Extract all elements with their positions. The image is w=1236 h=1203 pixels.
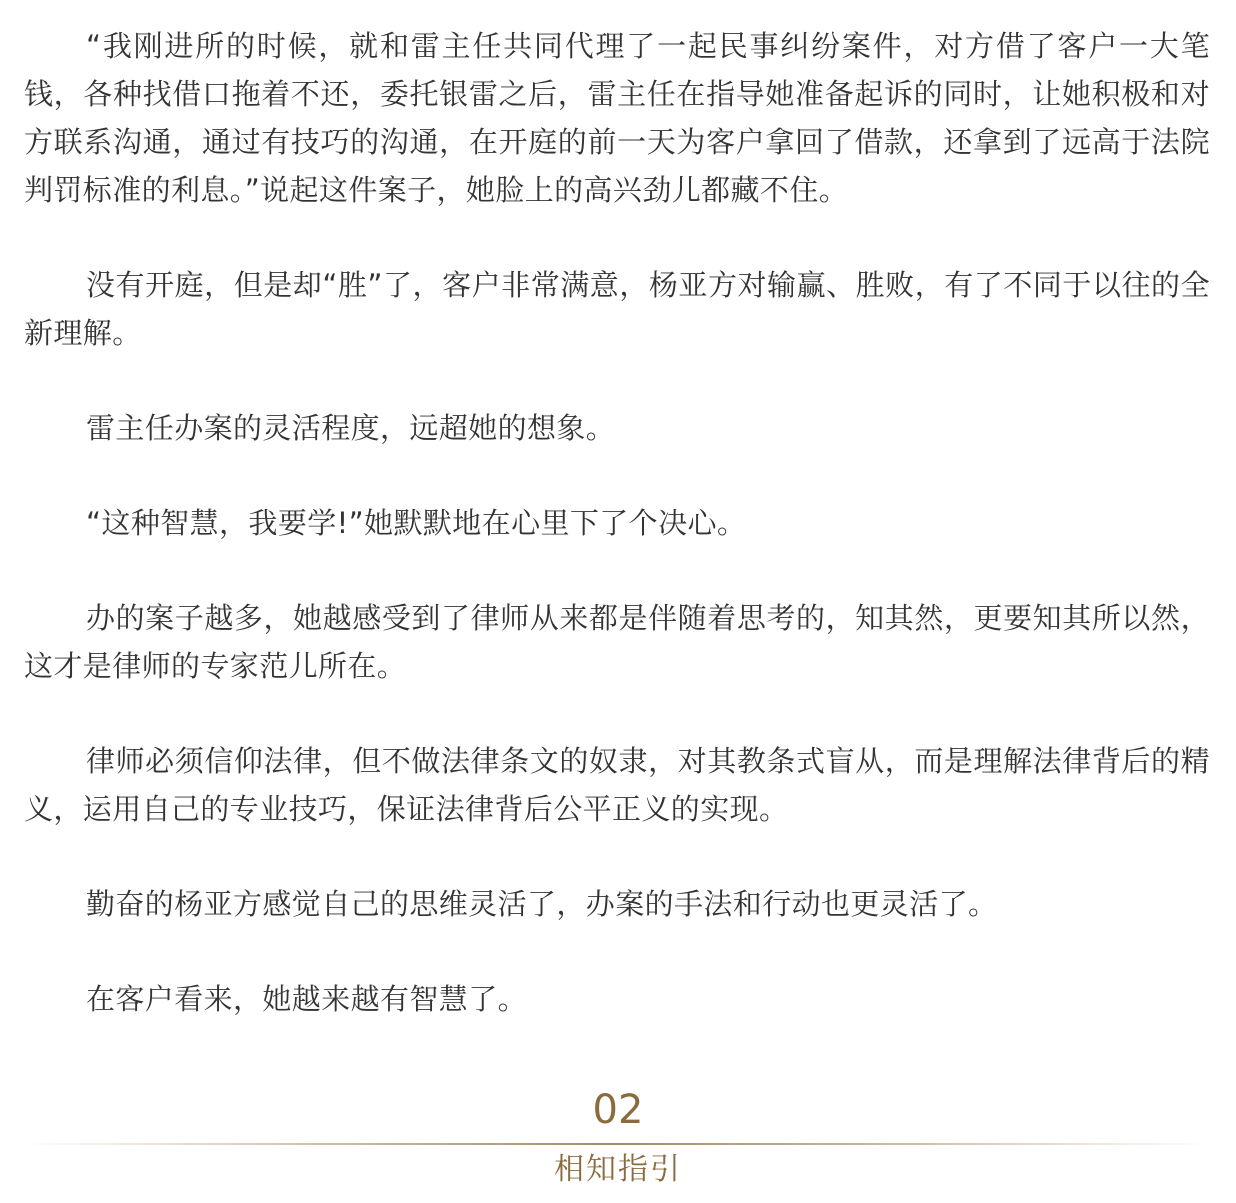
paragraph: 办的案子越多，她越感受到了律师从来都是伴随着思考的，知其然，更要知其所以然，这才是律师的专家范儿所在。: [24, 601, 1210, 683]
article-body: [24, 22, 1210, 1070]
paragraph: 在客户看来，她越来越有智慧了。: [86, 982, 528, 1016]
paragraph: 雷主任办案的灵活程度，远超她的想象。: [86, 411, 616, 445]
paragraph: “这种智慧，我要学!”她默默地在心里下了个决心。: [86, 506, 747, 540]
section-title: 相知指引: [554, 1152, 682, 1187]
paragraph: “我刚进所的时候，就和雷主任共同代理了一起民事纠纷案件，对方借了客户一大笔钱，各种找借口拖着不还，委托银雷之后，雷主任在指导她准备起诉的同时，让她积极和对方联系沟通，通过有技巧的沟通，在开庭的前一天为客户拿回了借款，还拿到了远高于法院判罚标准的利息。”说起这件案子，她脸上的高兴劲儿都藏不住。: [24, 29, 1210, 207]
section-divider: [24, 1143, 1210, 1145]
paragraph: 勤奋的杨亚方感觉自己的思维灵活了，办案的手法和行动也更灵活了。: [86, 887, 998, 921]
section-number: 02: [592, 1087, 644, 1133]
paragraph: 律师必须信仰法律，但不做法律条文的奴隶，对其教条式盲从，而是理解法律背后的精义，运用自己的专业技巧，保证法律背后公平正义的实现。: [24, 744, 1210, 826]
paragraph: 没有开庭，但是却“胜”了，客户非常满意，杨亚方对输赢、胜败，有了不同于以往的全新理解。: [24, 268, 1210, 350]
